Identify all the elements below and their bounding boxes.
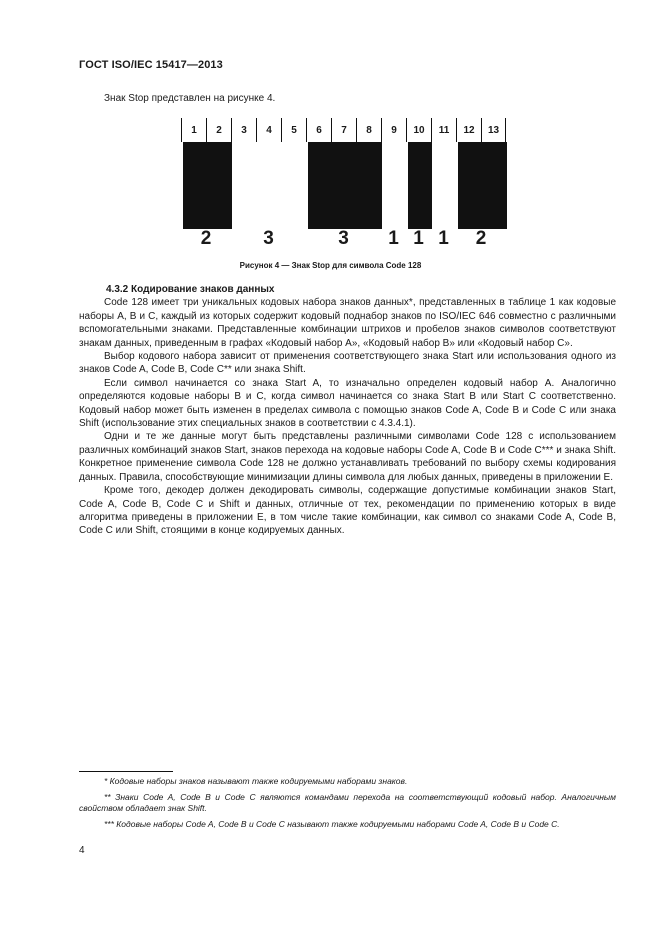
element-width-label: 3 [263, 228, 274, 249]
module-number: 5 [281, 118, 306, 142]
module-number: 9 [381, 118, 406, 142]
element-width-label: 1 [388, 228, 399, 249]
module-number: 7 [331, 118, 356, 142]
module-number: 8 [356, 118, 381, 142]
page-number: 4 [79, 845, 85, 856]
footnote: ** Знаки Code A, Code B и Code C являются командами перехода на соответствующий кодовый набор. Аналогичным свойством обладает знак Shift. [79, 791, 616, 813]
figure-caption: Рисунок 4 — Знак Stop для символа Code 128 [239, 261, 422, 270]
footnote: *** Кодовые наборы Code A, Code B и Code C называют также кодируемыми наборами Code A, Code B и Code C. [104, 818, 560, 829]
module-number: 6 [306, 118, 331, 142]
barcode-bar [308, 142, 382, 229]
paragraph: Если символ начинается со знака Start A, то изначально определен кодовый набор А. Аналогично определяются кодовые наборы В и С, когда символ начинается со знака Start B или Start C соответственно. Кодовый набор может быть изменен в пределах символа с помощью знаков Code A, Code B и Code C или знака Shift (использование этих специальных знаков в соответствии с 4.3.4.1). [79, 377, 616, 430]
document-header: ГОСТ ISO/IEC 15417—2013 [79, 59, 223, 71]
element-width-label: 2 [200, 228, 212, 249]
module-number: 1 [181, 118, 206, 142]
module-number: 13 [481, 118, 506, 142]
module-number: 3 [231, 118, 256, 142]
module-number: 4 [256, 118, 281, 142]
paragraph: Одни и те же данные могут быть представлены различными символами Code 128 с использованием различных комбинаций знаков Start, знаков перехода на кодовые наборы Code A, Code B и Code C*** и знака Shift. Конкретное применение символа Code 128 не должно устанавливать требований по выбору схемы кодирования данных. Правила, способствующие минимизации длины символа для любых данных, приведены в приложении Е. [79, 431, 616, 483]
barcode-bar [183, 142, 232, 229]
module-number: 2 [206, 118, 231, 142]
module-number: 10 [406, 118, 431, 142]
module-number: 11 [431, 118, 456, 142]
module-number: 12 [456, 118, 481, 142]
stop-character-figure [181, 118, 507, 256]
element-width-label: 1 [438, 228, 449, 249]
barcode-bar [458, 142, 507, 229]
element-width-label: 3 [338, 228, 349, 249]
paragraph: Выбор кодового набора зависит от применения соответствующего знака Start или использования одного из знаков Code A, Code B, Code C** или знака Shift. [79, 351, 616, 376]
element-width-label: 2 [475, 228, 487, 249]
paragraph: Кроме того, декодер должен декодировать символы, содержащие допустимые комбинации знаков Start, Code A, Code B, Code C и Shift и данных, отличные от тех, рекомендации по применению которых в виде алгоритма приведены в приложении Е, в том числе такие комбинации, как символ со знаками Code A, Code B, Code C или Shift, стоящими в конце кодируемых данных. [79, 485, 616, 537]
section-title: 4.3.2 Кодирование знаков данных [106, 284, 275, 295]
footnote-divider [79, 771, 173, 772]
barcode-bar [408, 142, 432, 229]
intro-text: Знак Stop представлен на рисунке 4. [104, 93, 276, 104]
paragraph: Code 128 имеет три уникальных кодовых набора знаков данных*, представленных в таблице 1 как кодовые наборы А, В и С, каждый из которых содержит кодовый поднабор знаков по ISO/IEC 646 совместно с различными вспомогательными знаками. Представленные комбинации штрихов и пробелов знаков символов соответствуют знакам данных, приведенным в графах «Кодовый набор А», «Кодовый набор В» или «Кодовый набор С». [79, 297, 616, 349]
section-body [79, 283, 616, 538]
footnotes [79, 776, 616, 834]
element-width-label: 1 [413, 228, 424, 249]
footnote: * Кодовые наборы знаков называют также кодируемыми наборами знаков. [104, 776, 408, 786]
